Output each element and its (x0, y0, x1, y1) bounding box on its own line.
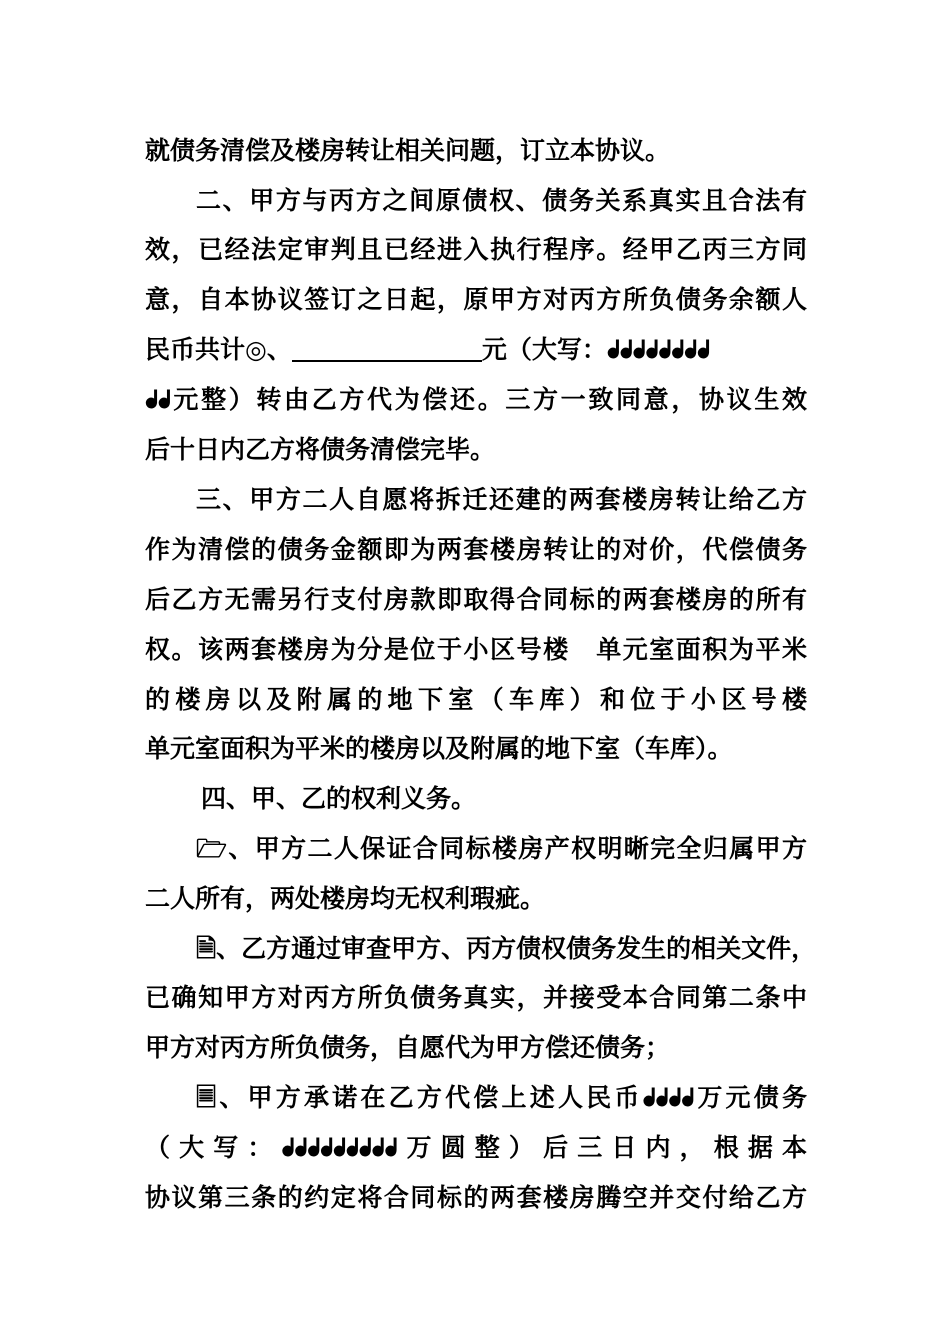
clause-1-line-1: 🗁、甲方二人保证合同标楼房产权明晰完全归属甲方 (196, 834, 807, 863)
paragraph-2-line-5: ᖱᖱ元整）转由乙方代为偿还。三方一致同意，协议生效 (145, 385, 807, 414)
paragraph-1-line-1: 就债务清偿及楼房转让相关问题，订立本协议。 (145, 136, 671, 165)
clause-1-line-2: 二人所有，两处楼房均无权利瑕疵。 (145, 884, 546, 913)
clause-2-line-2: 已确知甲方对丙方所负债务真实，并接受本合同第二条中 (145, 983, 807, 1012)
amount-uppercase-text: 元（大写：ᖱᖱᖱᖱᖱᖱᖱᖱ (481, 335, 710, 364)
paragraph-3-line-3: 后乙方无需另行支付房款即取得合同标的两套楼房的所有 (145, 585, 807, 614)
amount-blank-underline (292, 334, 482, 362)
clause-2-line-3: 甲方对丙方所负债务，自愿代为甲方偿还债务； (145, 1033, 671, 1062)
paragraph-3-line-5: 的楼房以及附属的地下室（车库）和位于小区号楼 (145, 685, 807, 714)
paragraph-2-line-1: 二、甲方与丙方之间原债权、债务关系真实且合法有 (196, 186, 807, 215)
paragraph-3-line-4: 权。该两套楼房为分是位于小区号楼 单元室面积为平米 (145, 635, 807, 664)
paragraph-2-line-3: 意，自本协议签订之日起，原甲方对丙方所负债务余额人 (145, 285, 807, 314)
clause-3-line-1: 🗏、甲方承诺在乙方代偿上述人民币ᖱᖱᖱᖱ万元债务 (196, 1083, 807, 1112)
section-4-heading: 四、甲、乙的权利义务。 (201, 784, 477, 813)
paragraph-3-line-6: 单元室面积为平米的楼房以及附属的地下室（车库）。 (145, 734, 733, 763)
amount-label: 民币共计◎、 (145, 335, 292, 364)
paragraph-3-line-1: 三、甲方二人自愿将拆迁还建的两套楼房转让给乙方 (196, 485, 807, 514)
clause-3-line-3: 协议第三条的约定将合同标的两套楼房腾空并交付给乙方 (145, 1183, 807, 1212)
paragraph-2-line-2: 效，已经法定审判且已经进入执行程序。经甲乙丙三方同 (145, 235, 807, 264)
paragraph-3-line-2: 作为清偿的债务金额即为两套楼房转让的对价，代偿债务 (145, 535, 807, 564)
clause-2-line-1: 🗎、乙方通过审查甲方、丙方债权债务发生的相关文件， (196, 934, 817, 963)
paragraph-2-line-4 (145, 333, 807, 367)
paragraph-2-line-6: 后十日内乙方将债务清偿完毕。 (145, 435, 496, 464)
clause-3-line-2: （大写：ᖱᖱᖱᖱᖱᖱᖱᖱᖱ万圆整）后三日内，根据本 (145, 1133, 807, 1162)
